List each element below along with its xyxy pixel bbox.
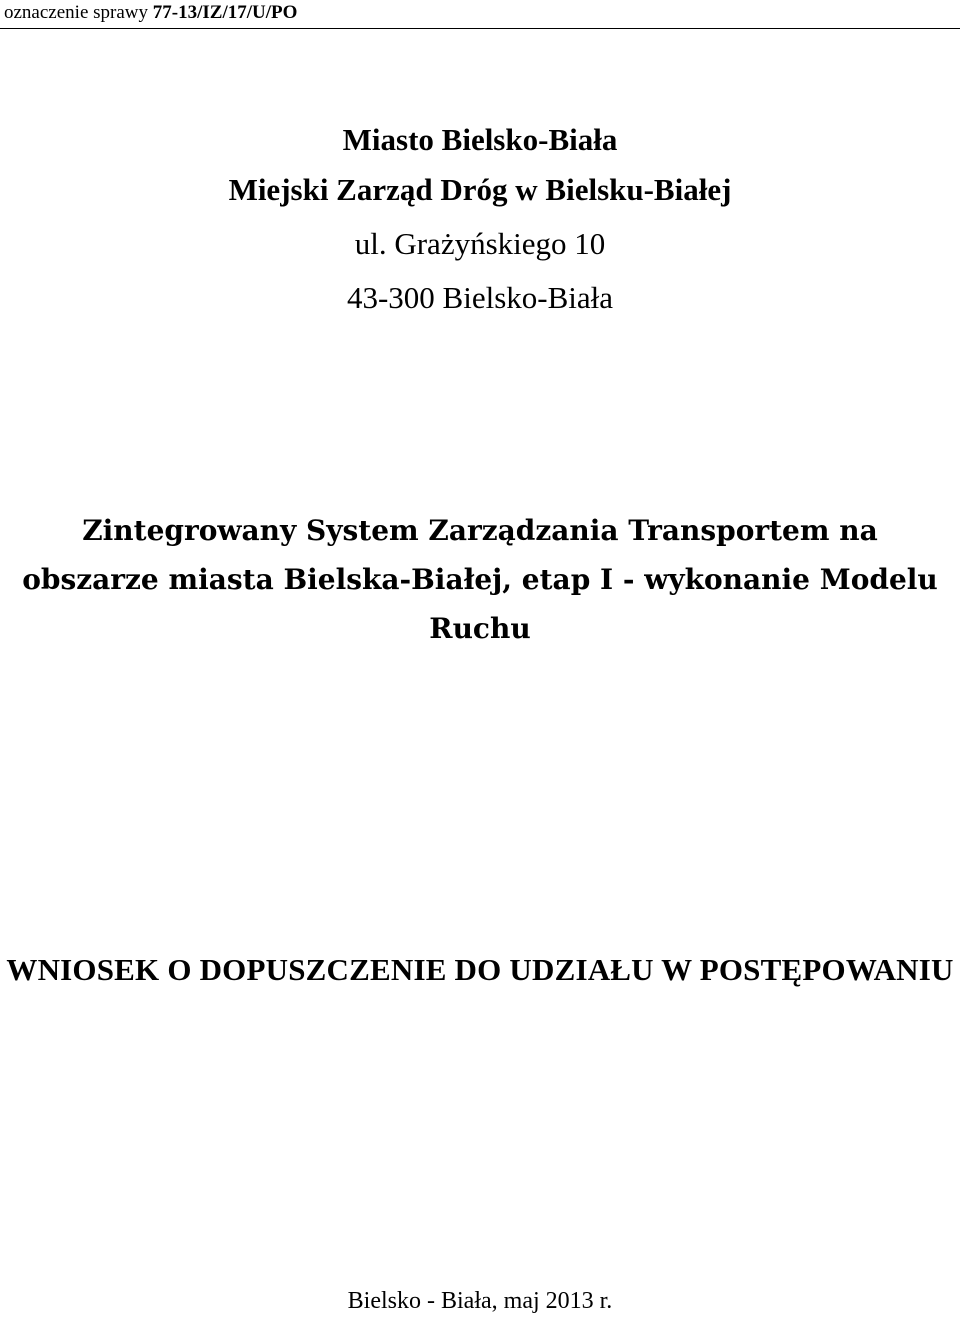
place-and-date: Bielsko - Biała, maj 2013 r.: [347, 1288, 613, 1314]
document-type-heading: WNIOSEK O DOPUSZCZENIE DO UDZIAŁU W POSTĘPOWANIU: [6, 952, 954, 987]
case-label: oznaczenie sprawy: [4, 2, 149, 23]
project-title: Zintegrowany System Zarządzania Transportem na obszarze miasta Bielska-Białej, etap I - wykonanie Modelu Ruchu: [22, 514, 938, 645]
page-header: [0, 0, 960, 29]
organization-department: Miejski Zarząd Dróg w Bielsku-Białej: [228, 172, 732, 207]
case-number: 77-13/IZ/17/U/PO: [152, 2, 298, 23]
organization-street: ul. Grażyńskiego 10: [354, 226, 606, 261]
case-reference: [4, 2, 297, 24]
organization-postal-city: 43-300 Bielsko-Biała: [346, 280, 614, 315]
organization-city: Miasto Bielsko-Biała: [342, 122, 618, 157]
